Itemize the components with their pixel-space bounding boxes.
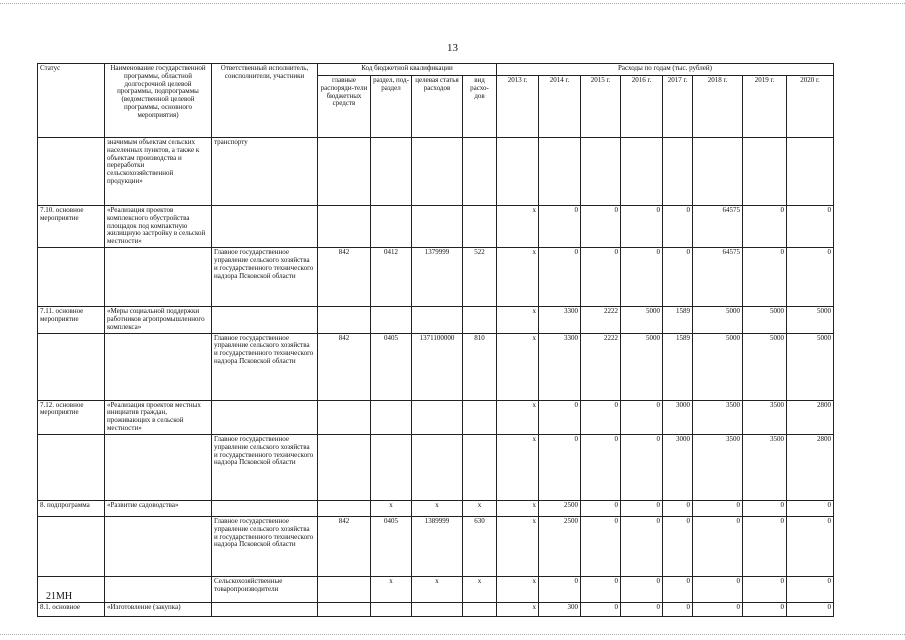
executor-cell — [212, 602, 318, 616]
csr-cell: 1379999 — [412, 248, 463, 307]
value-cell: 0 — [539, 400, 581, 434]
value-cell: 1589 — [663, 307, 693, 333]
table-row — [38, 307, 834, 333]
value-cell: x — [497, 333, 539, 400]
value-cell: 2800 — [787, 434, 834, 500]
value-cell — [663, 138, 693, 206]
value-cell: 0 — [743, 576, 787, 602]
value-cell: 3500 — [693, 400, 743, 434]
budget-table — [37, 63, 834, 617]
table-row — [38, 400, 834, 434]
executor-cell — [212, 500, 318, 516]
value-cell: 0 — [581, 500, 621, 516]
grbs-cell — [318, 500, 371, 516]
name-cell: «Развитие садоводства» — [105, 500, 212, 516]
header-year-2014: 2014 г. — [539, 76, 581, 138]
value-cell — [693, 138, 743, 206]
scan-edge-top — [0, 3, 905, 5]
executor-cell — [212, 307, 318, 333]
value-cell: 0 — [581, 206, 621, 248]
rzpr-cell: 0405 — [371, 516, 412, 576]
value-cell — [787, 138, 834, 206]
csr-cell: x — [412, 500, 463, 516]
csr-cell — [412, 138, 463, 206]
rzpr-cell: 0412 — [371, 248, 412, 307]
value-cell — [539, 138, 581, 206]
value-cell: 0 — [621, 516, 663, 576]
value-cell: x — [497, 602, 539, 616]
value-cell: x — [497, 248, 539, 307]
header-csr: целевая статья расходов — [412, 76, 463, 138]
name-cell: «Реализация проектов комплексного обустройства площадок под компактную жилищную застройку в сельской местности» — [105, 206, 212, 248]
value-cell: 2500 — [539, 516, 581, 576]
value-cell: 5000 — [743, 333, 787, 400]
table-row — [38, 500, 834, 516]
value-cell: x — [497, 307, 539, 333]
value-cell: 0 — [787, 602, 834, 616]
vr-cell: 630 — [463, 516, 497, 576]
status-cell — [38, 248, 105, 307]
header-executor: Ответственный исполнитель, соисполнители, участники — [212, 64, 318, 138]
value-cell: 3300 — [539, 333, 581, 400]
value-cell: 0 — [663, 576, 693, 602]
rzpr-cell: 0405 — [371, 333, 412, 400]
status-cell — [38, 516, 105, 576]
csr-cell — [412, 434, 463, 500]
value-cell: 0 — [693, 576, 743, 602]
value-cell: x — [497, 500, 539, 516]
value-cell: 0 — [663, 602, 693, 616]
name-cell — [105, 248, 212, 307]
vr-cell — [463, 400, 497, 434]
scan-edge-bottom — [0, 634, 905, 636]
value-cell: 1589 — [663, 333, 693, 400]
executor-cell — [212, 206, 318, 248]
value-cell: 0 — [621, 576, 663, 602]
value-cell: 0 — [743, 516, 787, 576]
value-cell: x — [497, 434, 539, 500]
grbs-cell — [318, 434, 371, 500]
table-row — [38, 602, 834, 616]
csr-cell — [412, 307, 463, 333]
grbs-cell — [318, 576, 371, 602]
grbs-cell — [318, 206, 371, 248]
value-cell: 0 — [787, 206, 834, 248]
value-cell: 0 — [581, 576, 621, 602]
table-row — [38, 138, 834, 206]
value-cell: 5000 — [621, 333, 663, 400]
table-row — [38, 434, 834, 500]
value-cell: 5000 — [787, 307, 834, 333]
name-cell — [105, 333, 212, 400]
rzpr-cell — [371, 400, 412, 434]
name-cell: «Реализация проектов местных инициатив граждан, проживающих в сельской местности» — [105, 400, 212, 434]
name-cell: значимым объектам сельских населенных пунктов, а также к объектам производства и переработки сельскохозяйственной продукции» — [105, 138, 212, 206]
value-cell: 0 — [663, 500, 693, 516]
value-cell: 0 — [743, 248, 787, 307]
grbs-cell: 842 — [318, 333, 371, 400]
vr-cell — [463, 307, 497, 333]
value-cell: 5000 — [693, 333, 743, 400]
csr-cell: 1371100000 — [412, 333, 463, 400]
grbs-cell: 842 — [318, 248, 371, 307]
name-cell — [105, 576, 212, 602]
value-cell: 0 — [621, 434, 663, 500]
name-cell: «Изготовление (закупка) — [105, 602, 212, 616]
csr-cell: x — [412, 576, 463, 602]
value-cell: 0 — [693, 602, 743, 616]
header-year-2018: 2018 г. — [693, 76, 743, 138]
value-cell: 0 — [663, 248, 693, 307]
value-cell: 5000 — [787, 333, 834, 400]
rzpr-cell: x — [371, 500, 412, 516]
executor-cell: Главное государственное управление сельского хозяйства и государственного технического надзора Псковской области — [212, 434, 318, 500]
value-cell: 2500 — [539, 500, 581, 516]
value-cell: 0 — [663, 206, 693, 248]
value-cell: 0 — [787, 516, 834, 576]
value-cell: 0 — [581, 602, 621, 616]
value-cell: 0 — [539, 206, 581, 248]
value-cell: 5000 — [693, 307, 743, 333]
header-budget-code: Код бюджетной квалификации — [318, 64, 497, 76]
value-cell: 0 — [663, 516, 693, 576]
vr-cell — [463, 602, 497, 616]
value-cell: 0 — [693, 500, 743, 516]
value-cell: x — [497, 516, 539, 576]
footer-code: 21МН — [46, 591, 73, 602]
value-cell: 3000 — [663, 400, 693, 434]
grbs-cell — [318, 307, 371, 333]
value-cell: 2222 — [581, 333, 621, 400]
executor-cell — [212, 400, 318, 434]
executor-cell: Главное государственное управление сельского хозяйства и государственного технического надзора Псковской области — [212, 516, 318, 576]
rzpr-cell — [371, 307, 412, 333]
value-cell: 2800 — [787, 400, 834, 434]
csr-cell — [412, 602, 463, 616]
value-cell: 0 — [787, 576, 834, 602]
status-cell — [38, 138, 105, 206]
rzpr-cell — [371, 206, 412, 248]
status-cell — [38, 333, 105, 400]
value-cell: 300 — [539, 602, 581, 616]
header-rzpr: раздел, под-раздел — [371, 76, 412, 138]
rzpr-cell — [371, 602, 412, 616]
table-row — [38, 576, 834, 602]
executor-cell: Сельскохозяйственные товаропроизводители — [212, 576, 318, 602]
status-cell: 8.1. основное — [38, 602, 105, 616]
value-cell: 3500 — [743, 434, 787, 500]
value-cell: 0 — [787, 248, 834, 307]
value-cell — [581, 138, 621, 206]
value-cell — [497, 138, 539, 206]
table-row — [38, 248, 834, 307]
value-cell: 0 — [621, 602, 663, 616]
rzpr-cell — [371, 138, 412, 206]
value-cell: 0 — [581, 516, 621, 576]
value-cell: x — [497, 400, 539, 434]
value-cell: 0 — [581, 400, 621, 434]
value-cell: 64575 — [693, 248, 743, 307]
value-cell: 0 — [743, 500, 787, 516]
grbs-cell: 842 — [318, 516, 371, 576]
value-cell: x — [497, 576, 539, 602]
grbs-cell — [318, 602, 371, 616]
executor-cell: Главное государственное управление сельского хозяйства и государственного технического надзора Псковской области — [212, 333, 318, 400]
value-cell: 0 — [621, 248, 663, 307]
vr-cell: 522 — [463, 248, 497, 307]
header-year-2019: 2019 г. — [743, 76, 787, 138]
header-name: Наименование государственной программы, областной долгосрочной целевой программы, подпрограммы (ведомственной целевой программы, основного мероприятия) — [105, 64, 212, 138]
vr-cell: 810 — [463, 333, 497, 400]
value-cell: x — [497, 206, 539, 248]
table-row — [38, 516, 834, 576]
table-row — [38, 206, 834, 248]
value-cell: 3500 — [743, 400, 787, 434]
value-cell: 3500 — [693, 434, 743, 500]
header-year-2016: 2016 г. — [621, 76, 663, 138]
header-year-2020: 2020 г. — [787, 76, 834, 138]
value-cell: 3000 — [663, 434, 693, 500]
header-grbs: главные распоряди-тели бюджетных средств — [318, 76, 371, 138]
vr-cell: x — [463, 576, 497, 602]
value-cell: 0 — [539, 434, 581, 500]
value-cell: 5000 — [621, 307, 663, 333]
status-cell: 7.10. основное мероприятие — [38, 206, 105, 248]
header-year-2017: 2017 г. — [663, 76, 693, 138]
executor-cell: Главное государственное управление сельского хозяйства и государственного технического надзора Псковской области — [212, 248, 318, 307]
value-cell: 3300 — [539, 307, 581, 333]
name-cell: «Меры социальной поддержки работников агропромышленного комплекса» — [105, 307, 212, 333]
page-number: 13 — [447, 42, 458, 54]
csr-cell — [412, 206, 463, 248]
value-cell: 0 — [693, 516, 743, 576]
value-cell: 0 — [743, 206, 787, 248]
rzpr-cell — [371, 434, 412, 500]
status-cell: 8. подпрограмма — [38, 500, 105, 516]
header-expenses: Расходы по годам (тыс. рублей) — [497, 64, 834, 76]
value-cell: 0 — [539, 248, 581, 307]
csr-cell — [412, 400, 463, 434]
header-vr: вид расхо-дов — [463, 76, 497, 138]
vr-cell — [463, 138, 497, 206]
value-cell — [743, 138, 787, 206]
grbs-cell — [318, 138, 371, 206]
value-cell: 2222 — [581, 307, 621, 333]
value-cell: 5000 — [743, 307, 787, 333]
header-year-2013: 2013 г. — [497, 76, 539, 138]
value-cell: 0 — [539, 576, 581, 602]
table-row — [38, 333, 834, 400]
name-cell — [105, 516, 212, 576]
value-cell: 0 — [743, 602, 787, 616]
rzpr-cell: x — [371, 576, 412, 602]
header-year-2015: 2015 г. — [581, 76, 621, 138]
status-cell: 7.11. основное мероприятие — [38, 307, 105, 333]
status-cell: 7.12. основное мероприятие — [38, 400, 105, 434]
vr-cell — [463, 434, 497, 500]
grbs-cell — [318, 400, 371, 434]
value-cell: 0 — [787, 500, 834, 516]
executor-cell: транспорту — [212, 138, 318, 206]
value-cell — [621, 138, 663, 206]
vr-cell — [463, 206, 497, 248]
value-cell: 0 — [581, 248, 621, 307]
value-cell: 0 — [621, 500, 663, 516]
csr-cell: 1389999 — [412, 516, 463, 576]
value-cell: 0 — [621, 400, 663, 434]
status-cell — [38, 434, 105, 500]
vr-cell: x — [463, 500, 497, 516]
value-cell: 64575 — [693, 206, 743, 248]
header-status: Статус — [38, 64, 105, 138]
name-cell — [105, 434, 212, 500]
value-cell: 0 — [621, 206, 663, 248]
value-cell: 0 — [581, 434, 621, 500]
